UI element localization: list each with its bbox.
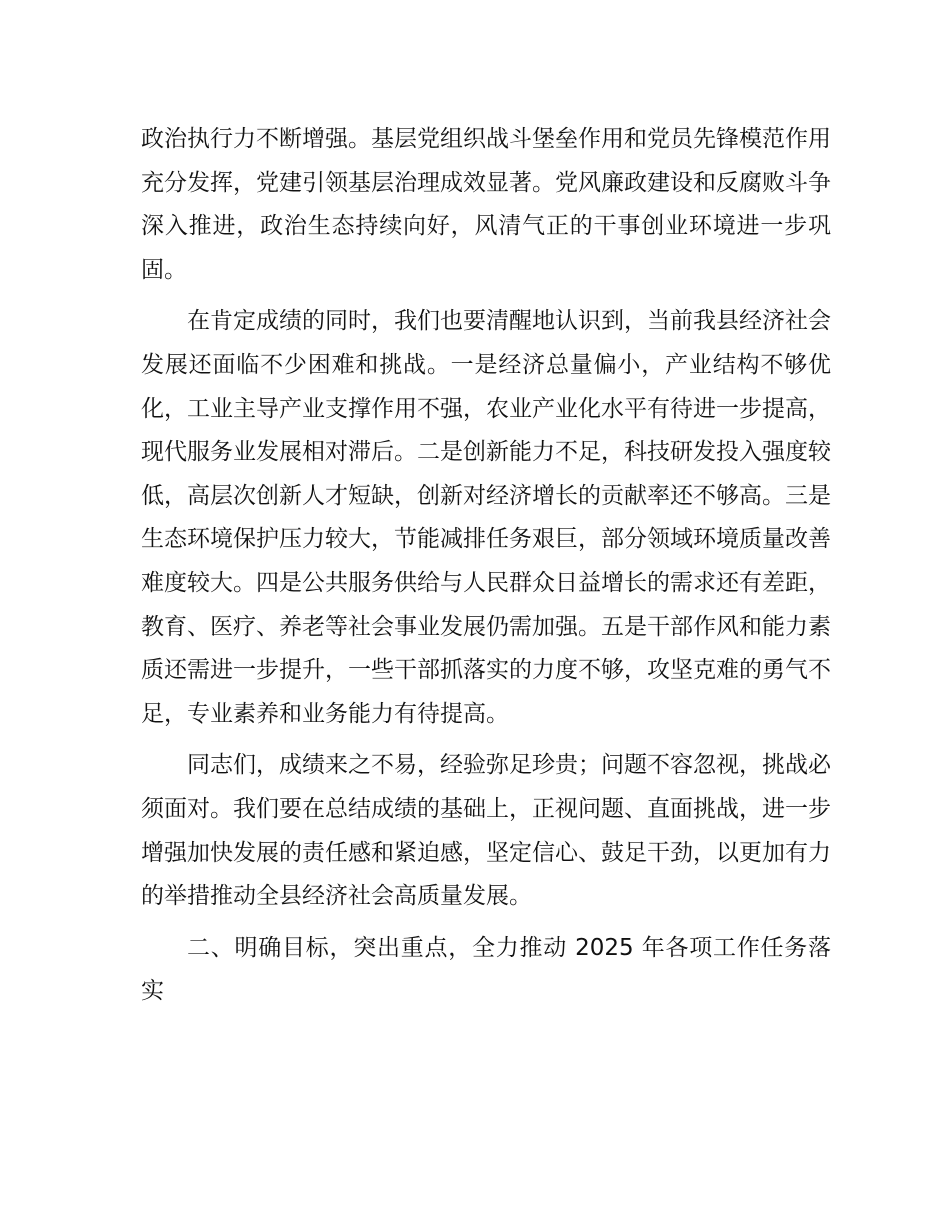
section-heading-2025-goals: 二、明确目标，突出重点，全力推动 2025 年各项工作任务落实 <box>141 934 831 1005</box>
paragraph-challenges: 在肯定成绩的同时，我们也要清醒地认识到，当前我县经济社会发展还面临不少困难和挑战。一是经济总量偏小，产业结构不够优化，工业主导产业支撑作用不强，农业产业化水平有待进一步提高，现代服务业发展相对滞后。二是创新能力不足，科技研发投入强度较低，高层次创新人才短缺，创新对经济增长的贡献率还不够高。三是生态环境保护压力较大，节能减排任务艰巨，部分领域环境质量改善难度较大。四是公共服务供给与人民群众日益增长的需求还有差距，教育、医疗、养老等社会事业发展仍需加强。五是干部作风和能力素质还需进一步提升，一些干部抓落实的力度不够，攻坚克难的勇气不足，专业素养和业务能力有待提高。 <box>141 308 831 727</box>
document-body <box>141 118 831 1022</box>
paragraph-call-to-action: 同志们，成绩来之不易，经验弥足珍贵；问题不容忽视，挑战必须面对。我们要在总结成绩的基础上，正视问题、直面挑战，进一步增强加快发展的责任感和紧迫感，坚定信心、鼓足干劲，以更加有力的举措推动全县经济社会高质量发展。 <box>141 752 831 910</box>
paragraph-party-building: 政治执行力不断增强。基层党组织战斗堡垒作用和党员先锋模范作用充分发挥，党建引领基层治理成效显著。党风廉政建设和反腐败斗争深入推进，政治生态持续向好，风清气正的干事创业环境进一步巩固。 <box>141 126 831 283</box>
